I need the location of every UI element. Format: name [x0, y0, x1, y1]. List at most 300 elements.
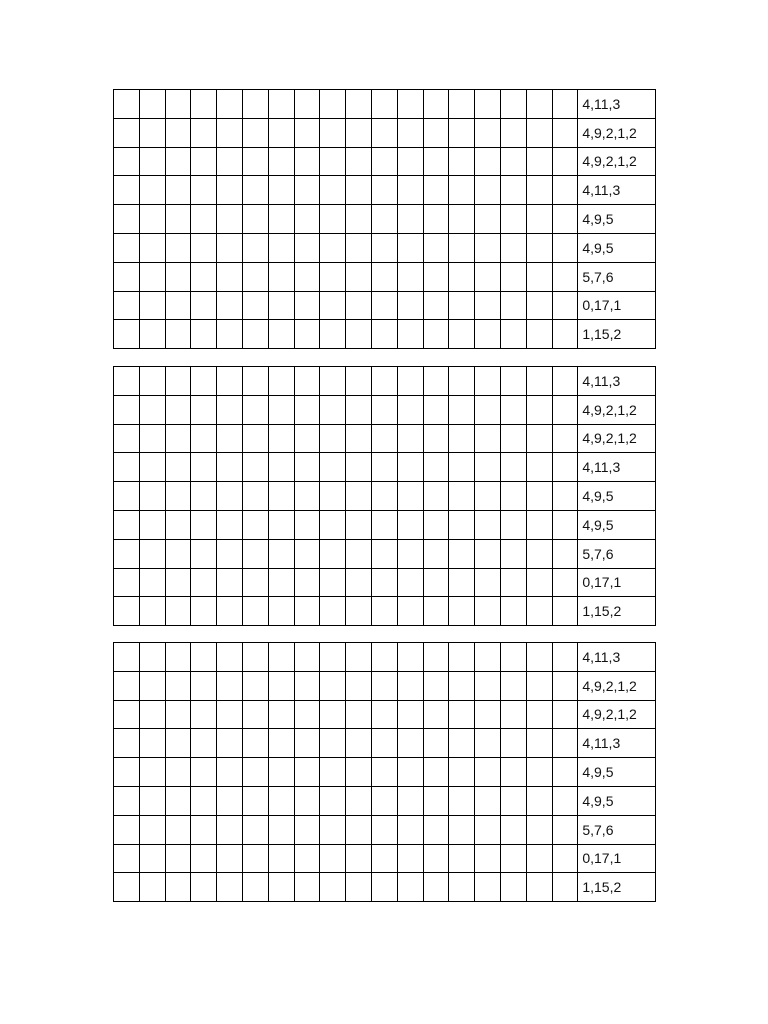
- grid-cell[interactable]: [165, 262, 191, 291]
- grid-cell[interactable]: [294, 597, 320, 626]
- grid-cell[interactable]: [397, 291, 423, 320]
- grid-cell[interactable]: [191, 873, 217, 902]
- grid-cell[interactable]: [268, 176, 294, 205]
- grid-cell[interactable]: [139, 510, 165, 539]
- grid-cell[interactable]: [139, 118, 165, 147]
- grid-cell[interactable]: [346, 786, 372, 815]
- grid-cell[interactable]: [268, 539, 294, 568]
- grid-cell[interactable]: [346, 643, 372, 672]
- grid-cell[interactable]: [268, 758, 294, 787]
- grid-cell[interactable]: [242, 395, 268, 424]
- grid-cell[interactable]: [191, 367, 217, 396]
- grid-cell[interactable]: [449, 539, 475, 568]
- grid-cell[interactable]: [217, 815, 243, 844]
- grid-cell[interactable]: [114, 873, 140, 902]
- grid-cell[interactable]: [217, 758, 243, 787]
- grid-cell[interactable]: [294, 262, 320, 291]
- grid-cell[interactable]: [242, 539, 268, 568]
- grid-cell[interactable]: [526, 118, 552, 147]
- grid-cell[interactable]: [371, 844, 397, 873]
- grid-cell[interactable]: [423, 205, 449, 234]
- grid-cell[interactable]: [397, 844, 423, 873]
- grid-cell[interactable]: [294, 90, 320, 119]
- grid-cell[interactable]: [397, 671, 423, 700]
- grid-cell[interactable]: [449, 568, 475, 597]
- grid-cell[interactable]: [449, 453, 475, 482]
- grid-cell[interactable]: [320, 205, 346, 234]
- grid-cell[interactable]: [242, 320, 268, 349]
- grid-cell[interactable]: [423, 729, 449, 758]
- grid-cell[interactable]: [268, 424, 294, 453]
- grid-cell[interactable]: [423, 118, 449, 147]
- grid-cell[interactable]: [423, 424, 449, 453]
- grid-cell[interactable]: [449, 233, 475, 262]
- grid-cell[interactable]: [165, 320, 191, 349]
- grid-cell[interactable]: [191, 539, 217, 568]
- grid-cell[interactable]: [552, 262, 578, 291]
- grid-cell[interactable]: [500, 815, 526, 844]
- grid-cell[interactable]: [346, 671, 372, 700]
- grid-cell[interactable]: [320, 873, 346, 902]
- grid-cell[interactable]: [139, 700, 165, 729]
- grid-cell[interactable]: [242, 482, 268, 511]
- grid-cell[interactable]: [371, 147, 397, 176]
- grid-cell[interactable]: [449, 482, 475, 511]
- grid-cell[interactable]: [449, 844, 475, 873]
- grid-cell[interactable]: [139, 453, 165, 482]
- grid-cell[interactable]: [114, 671, 140, 700]
- grid-cell[interactable]: [165, 844, 191, 873]
- grid-cell[interactable]: [217, 291, 243, 320]
- grid-cell[interactable]: [191, 844, 217, 873]
- grid-cell[interactable]: [139, 367, 165, 396]
- grid-cell[interactable]: [268, 90, 294, 119]
- grid-cell[interactable]: [526, 700, 552, 729]
- grid-cell[interactable]: [449, 873, 475, 902]
- grid-cell[interactable]: [217, 729, 243, 758]
- grid-cell[interactable]: [371, 815, 397, 844]
- grid-cell[interactable]: [475, 147, 501, 176]
- grid-cell[interactable]: [242, 700, 268, 729]
- grid-cell[interactable]: [191, 395, 217, 424]
- grid-cell[interactable]: [371, 320, 397, 349]
- grid-cell[interactable]: [449, 643, 475, 672]
- grid-cell[interactable]: [114, 729, 140, 758]
- grid-cell[interactable]: [526, 395, 552, 424]
- grid-cell[interactable]: [449, 320, 475, 349]
- grid-cell[interactable]: [242, 729, 268, 758]
- grid-cell[interactable]: [423, 873, 449, 902]
- grid-cell[interactable]: [217, 320, 243, 349]
- grid-cell[interactable]: [114, 700, 140, 729]
- grid-cell[interactable]: [346, 700, 372, 729]
- grid-cell[interactable]: [242, 291, 268, 320]
- grid-cell[interactable]: [526, 320, 552, 349]
- grid-cell[interactable]: [320, 424, 346, 453]
- grid-cell[interactable]: [500, 510, 526, 539]
- grid-cell[interactable]: [346, 568, 372, 597]
- grid-cell[interactable]: [449, 510, 475, 539]
- grid-cell[interactable]: [552, 320, 578, 349]
- grid-cell[interactable]: [268, 844, 294, 873]
- grid-cell[interactable]: [526, 568, 552, 597]
- grid-cell[interactable]: [139, 643, 165, 672]
- grid-cell[interactable]: [423, 643, 449, 672]
- grid-cell[interactable]: [268, 118, 294, 147]
- grid-cell[interactable]: [217, 90, 243, 119]
- grid-cell[interactable]: [346, 844, 372, 873]
- grid-cell[interactable]: [114, 367, 140, 396]
- grid-cell[interactable]: [371, 233, 397, 262]
- grid-cell[interactable]: [475, 786, 501, 815]
- grid-cell[interactable]: [320, 597, 346, 626]
- grid-cell[interactable]: [371, 176, 397, 205]
- grid-cell[interactable]: [423, 482, 449, 511]
- grid-cell[interactable]: [139, 147, 165, 176]
- grid-cell[interactable]: [552, 700, 578, 729]
- grid-cell[interactable]: [500, 262, 526, 291]
- grid-cell[interactable]: [475, 729, 501, 758]
- grid-cell[interactable]: [526, 262, 552, 291]
- grid-cell[interactable]: [294, 568, 320, 597]
- grid-cell[interactable]: [242, 205, 268, 234]
- grid-cell[interactable]: [114, 118, 140, 147]
- grid-cell[interactable]: [294, 176, 320, 205]
- grid-cell[interactable]: [191, 482, 217, 511]
- grid-cell[interactable]: [165, 205, 191, 234]
- grid-cell[interactable]: [320, 233, 346, 262]
- grid-cell[interactable]: [139, 395, 165, 424]
- grid-cell[interactable]: [242, 510, 268, 539]
- grid-cell[interactable]: [397, 597, 423, 626]
- grid-cell[interactable]: [294, 118, 320, 147]
- grid-cell[interactable]: [165, 700, 191, 729]
- grid-cell[interactable]: [346, 395, 372, 424]
- grid-cell[interactable]: [371, 90, 397, 119]
- grid-cell[interactable]: [475, 597, 501, 626]
- grid-cell[interactable]: [371, 453, 397, 482]
- grid-cell[interactable]: [371, 118, 397, 147]
- grid-cell[interactable]: [114, 643, 140, 672]
- grid-cell[interactable]: [268, 482, 294, 511]
- grid-cell[interactable]: [165, 118, 191, 147]
- grid-cell[interactable]: [552, 205, 578, 234]
- grid-cell[interactable]: [242, 367, 268, 396]
- grid-cell[interactable]: [165, 758, 191, 787]
- grid-cell[interactable]: [526, 786, 552, 815]
- grid-cell[interactable]: [346, 482, 372, 511]
- grid-cell[interactable]: [139, 844, 165, 873]
- grid-cell[interactable]: [114, 205, 140, 234]
- grid-cell[interactable]: [165, 510, 191, 539]
- grid-cell[interactable]: [294, 291, 320, 320]
- grid-cell[interactable]: [423, 568, 449, 597]
- grid-cell[interactable]: [552, 424, 578, 453]
- grid-cell[interactable]: [268, 873, 294, 902]
- grid-cell[interactable]: [475, 873, 501, 902]
- grid-cell[interactable]: [526, 815, 552, 844]
- grid-cell[interactable]: [165, 643, 191, 672]
- grid-cell[interactable]: [500, 205, 526, 234]
- grid-cell[interactable]: [552, 395, 578, 424]
- grid-cell[interactable]: [449, 90, 475, 119]
- grid-cell[interactable]: [191, 643, 217, 672]
- grid-cell[interactable]: [397, 482, 423, 511]
- grid-cell[interactable]: [552, 453, 578, 482]
- grid-cell[interactable]: [191, 815, 217, 844]
- grid-cell[interactable]: [320, 147, 346, 176]
- grid-cell[interactable]: [500, 729, 526, 758]
- grid-cell[interactable]: [268, 729, 294, 758]
- grid-cell[interactable]: [242, 597, 268, 626]
- grid-cell[interactable]: [423, 395, 449, 424]
- grid-cell[interactable]: [475, 395, 501, 424]
- grid-cell[interactable]: [397, 176, 423, 205]
- grid-cell[interactable]: [268, 320, 294, 349]
- grid-cell[interactable]: [165, 233, 191, 262]
- grid-cell[interactable]: [191, 205, 217, 234]
- grid-cell[interactable]: [242, 643, 268, 672]
- grid-cell[interactable]: [397, 118, 423, 147]
- grid-cell[interactable]: [397, 90, 423, 119]
- grid-cell[interactable]: [500, 367, 526, 396]
- grid-cell[interactable]: [423, 90, 449, 119]
- grid-cell[interactable]: [552, 729, 578, 758]
- grid-cell[interactable]: [217, 539, 243, 568]
- grid-cell[interactable]: [320, 176, 346, 205]
- grid-cell[interactable]: [371, 643, 397, 672]
- grid-cell[interactable]: [217, 786, 243, 815]
- grid-cell[interactable]: [191, 320, 217, 349]
- grid-cell[interactable]: [294, 729, 320, 758]
- grid-cell[interactable]: [500, 844, 526, 873]
- grid-cell[interactable]: [552, 90, 578, 119]
- grid-cell[interactable]: [371, 568, 397, 597]
- grid-cell[interactable]: [320, 482, 346, 511]
- grid-cell[interactable]: [139, 291, 165, 320]
- grid-cell[interactable]: [397, 320, 423, 349]
- grid-cell[interactable]: [346, 291, 372, 320]
- grid-cell[interactable]: [320, 262, 346, 291]
- grid-cell[interactable]: [397, 424, 423, 453]
- grid-cell[interactable]: [139, 205, 165, 234]
- grid-cell[interactable]: [114, 262, 140, 291]
- grid-cell[interactable]: [346, 510, 372, 539]
- grid-cell[interactable]: [475, 320, 501, 349]
- grid-cell[interactable]: [294, 424, 320, 453]
- grid-cell[interactable]: [191, 568, 217, 597]
- grid-cell[interactable]: [242, 815, 268, 844]
- grid-cell[interactable]: [500, 424, 526, 453]
- grid-cell[interactable]: [500, 176, 526, 205]
- grid-cell[interactable]: [114, 844, 140, 873]
- grid-cell[interactable]: [294, 453, 320, 482]
- grid-cell[interactable]: [217, 568, 243, 597]
- grid-cell[interactable]: [552, 844, 578, 873]
- grid-cell[interactable]: [165, 90, 191, 119]
- grid-cell[interactable]: [165, 482, 191, 511]
- grid-cell[interactable]: [346, 90, 372, 119]
- grid-cell[interactable]: [500, 643, 526, 672]
- grid-cell[interactable]: [268, 205, 294, 234]
- grid-cell[interactable]: [139, 597, 165, 626]
- grid-cell[interactable]: [475, 424, 501, 453]
- grid-cell[interactable]: [423, 367, 449, 396]
- grid-cell[interactable]: [500, 291, 526, 320]
- grid-cell[interactable]: [449, 424, 475, 453]
- grid-cell[interactable]: [217, 367, 243, 396]
- grid-cell[interactable]: [294, 395, 320, 424]
- grid-cell[interactable]: [346, 729, 372, 758]
- grid-cell[interactable]: [294, 643, 320, 672]
- grid-cell[interactable]: [397, 510, 423, 539]
- grid-cell[interactable]: [552, 233, 578, 262]
- grid-cell[interactable]: [114, 786, 140, 815]
- grid-cell[interactable]: [268, 510, 294, 539]
- grid-cell[interactable]: [114, 597, 140, 626]
- grid-cell[interactable]: [165, 291, 191, 320]
- grid-cell[interactable]: [217, 453, 243, 482]
- grid-cell[interactable]: [346, 597, 372, 626]
- grid-cell[interactable]: [320, 786, 346, 815]
- grid-cell[interactable]: [139, 539, 165, 568]
- grid-cell[interactable]: [242, 233, 268, 262]
- grid-cell[interactable]: [449, 205, 475, 234]
- grid-cell[interactable]: [397, 758, 423, 787]
- grid-cell[interactable]: [268, 568, 294, 597]
- grid-cell[interactable]: [320, 758, 346, 787]
- grid-cell[interactable]: [526, 424, 552, 453]
- grid-cell[interactable]: [475, 700, 501, 729]
- grid-cell[interactable]: [165, 539, 191, 568]
- grid-cell[interactable]: [526, 597, 552, 626]
- grid-cell[interactable]: [475, 453, 501, 482]
- grid-cell[interactable]: [475, 758, 501, 787]
- grid-cell[interactable]: [294, 758, 320, 787]
- grid-cell[interactable]: [552, 597, 578, 626]
- grid-cell[interactable]: [165, 597, 191, 626]
- grid-cell[interactable]: [191, 510, 217, 539]
- grid-cell[interactable]: [346, 262, 372, 291]
- grid-cell[interactable]: [526, 539, 552, 568]
- grid-cell[interactable]: [552, 482, 578, 511]
- grid-cell[interactable]: [191, 176, 217, 205]
- grid-cell[interactable]: [165, 147, 191, 176]
- grid-cell[interactable]: [423, 320, 449, 349]
- grid-cell[interactable]: [242, 844, 268, 873]
- grid-cell[interactable]: [294, 815, 320, 844]
- grid-cell[interactable]: [346, 539, 372, 568]
- grid-cell[interactable]: [397, 568, 423, 597]
- grid-cell[interactable]: [475, 539, 501, 568]
- grid-cell[interactable]: [242, 453, 268, 482]
- grid-cell[interactable]: [475, 671, 501, 700]
- grid-cell[interactable]: [268, 367, 294, 396]
- grid-cell[interactable]: [294, 510, 320, 539]
- grid-cell[interactable]: [526, 482, 552, 511]
- grid-cell[interactable]: [242, 147, 268, 176]
- grid-cell[interactable]: [397, 453, 423, 482]
- grid-cell[interactable]: [423, 844, 449, 873]
- grid-cell[interactable]: [423, 539, 449, 568]
- grid-cell[interactable]: [500, 671, 526, 700]
- grid-cell[interactable]: [242, 758, 268, 787]
- grid-cell[interactable]: [320, 729, 346, 758]
- grid-cell[interactable]: [449, 262, 475, 291]
- grid-cell[interactable]: [217, 233, 243, 262]
- grid-cell[interactable]: [371, 597, 397, 626]
- grid-cell[interactable]: [475, 568, 501, 597]
- grid-cell[interactable]: [397, 262, 423, 291]
- grid-cell[interactable]: [114, 233, 140, 262]
- grid-cell[interactable]: [526, 453, 552, 482]
- grid-cell[interactable]: [423, 815, 449, 844]
- grid-cell[interactable]: [191, 233, 217, 262]
- grid-cell[interactable]: [526, 510, 552, 539]
- grid-cell[interactable]: [139, 786, 165, 815]
- grid-cell[interactable]: [294, 482, 320, 511]
- grid-cell[interactable]: [114, 395, 140, 424]
- grid-cell[interactable]: [449, 597, 475, 626]
- grid-cell[interactable]: [397, 539, 423, 568]
- grid-cell[interactable]: [500, 233, 526, 262]
- grid-cell[interactable]: [449, 367, 475, 396]
- grid-cell[interactable]: [294, 844, 320, 873]
- grid-cell[interactable]: [346, 424, 372, 453]
- grid-cell[interactable]: [242, 671, 268, 700]
- grid-cell[interactable]: [526, 90, 552, 119]
- grid-cell[interactable]: [242, 262, 268, 291]
- grid-cell[interactable]: [268, 453, 294, 482]
- grid-cell[interactable]: [346, 176, 372, 205]
- grid-cell[interactable]: [449, 147, 475, 176]
- grid-cell[interactable]: [475, 205, 501, 234]
- grid-cell[interactable]: [165, 786, 191, 815]
- grid-cell[interactable]: [475, 510, 501, 539]
- grid-cell[interactable]: [320, 671, 346, 700]
- grid-cell[interactable]: [320, 320, 346, 349]
- grid-cell[interactable]: [526, 844, 552, 873]
- grid-cell[interactable]: [139, 90, 165, 119]
- grid-cell[interactable]: [449, 786, 475, 815]
- grid-cell[interactable]: [371, 262, 397, 291]
- grid-cell[interactable]: [242, 786, 268, 815]
- grid-cell[interactable]: [423, 176, 449, 205]
- grid-cell[interactable]: [371, 510, 397, 539]
- grid-cell[interactable]: [475, 262, 501, 291]
- grid-cell[interactable]: [423, 758, 449, 787]
- grid-cell[interactable]: [371, 786, 397, 815]
- grid-cell[interactable]: [114, 758, 140, 787]
- grid-cell[interactable]: [320, 291, 346, 320]
- grid-cell[interactable]: [217, 482, 243, 511]
- grid-cell[interactable]: [397, 643, 423, 672]
- grid-cell[interactable]: [139, 758, 165, 787]
- grid-cell[interactable]: [139, 815, 165, 844]
- grid-cell[interactable]: [268, 671, 294, 700]
- grid-cell[interactable]: [114, 291, 140, 320]
- grid-cell[interactable]: [475, 815, 501, 844]
- grid-cell[interactable]: [423, 453, 449, 482]
- grid-cell[interactable]: [346, 815, 372, 844]
- grid-cell[interactable]: [449, 118, 475, 147]
- grid-cell[interactable]: [449, 815, 475, 844]
- grid-cell[interactable]: [371, 482, 397, 511]
- grid-cell[interactable]: [165, 395, 191, 424]
- grid-cell[interactable]: [320, 90, 346, 119]
- grid-cell[interactable]: [371, 758, 397, 787]
- grid-cell[interactable]: [423, 671, 449, 700]
